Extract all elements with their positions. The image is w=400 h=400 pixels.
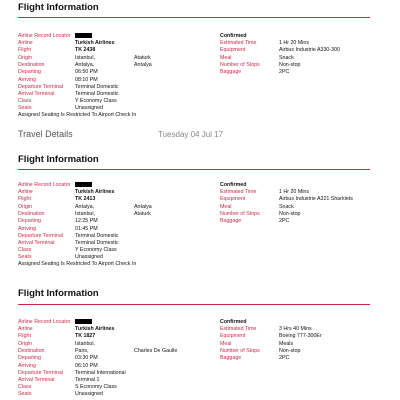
flight-section-3 xyxy=(18,288,370,400)
arriving-time: 01:45 PM xyxy=(75,226,98,232)
departing-label: Departing xyxy=(18,355,41,361)
origin-airport: Antalya xyxy=(134,204,152,210)
class-row xyxy=(18,247,370,254)
destination-row xyxy=(18,211,370,218)
stops-label: Number of Stops xyxy=(220,211,260,217)
origin-row xyxy=(18,55,370,62)
departure-terminal-value: Terminal International xyxy=(75,370,126,376)
arriving-time: 06:10 PM xyxy=(75,363,98,369)
departing-time: 12:25 PM xyxy=(75,218,98,224)
class-label: Class xyxy=(18,384,32,390)
stops-value: Non-stop xyxy=(279,62,301,68)
travel-details-title: Travel Details xyxy=(18,129,73,139)
departing-label: Departing xyxy=(18,69,41,75)
equipment-value: Airbus Industrie A321 Sharklets xyxy=(279,196,353,202)
arrival-terminal-row xyxy=(18,91,370,98)
arrival-terminal-label: Arrival Terminal xyxy=(18,91,55,97)
equipment-value: Airbus Industrie A330-300 xyxy=(279,47,340,53)
departure-terminal-label: Departure Terminal xyxy=(18,370,63,376)
seats-label: Seats xyxy=(18,105,32,111)
arrival-terminal-label: Arrival Terminal xyxy=(18,377,55,383)
airline-value: Turkish Airlines xyxy=(75,40,115,46)
origin-row xyxy=(18,341,370,348)
arrival-terminal-value: Terminal Domestic xyxy=(75,240,119,246)
seats-label: Seats xyxy=(18,391,32,397)
section-heading: Flight Information xyxy=(18,2,99,13)
record-locator-label: Airline Record Locator xyxy=(18,33,71,39)
airline-value: Turkish Airlines xyxy=(75,326,115,332)
arrival-terminal-label: Arrival Terminal xyxy=(18,240,55,246)
class-value: Y Economy Class xyxy=(75,98,117,104)
destination-label: Destination xyxy=(18,348,45,354)
baggage-value: 2PC xyxy=(279,355,290,361)
estimated-time-label: Estimated Time xyxy=(220,40,257,46)
meal-value: Snack xyxy=(279,204,294,210)
flight-label: Flight xyxy=(18,333,31,339)
departing-row xyxy=(18,355,370,362)
origin-label: Origin xyxy=(18,55,33,61)
class-label: Class xyxy=(18,247,32,253)
destination-city: Paris, xyxy=(75,348,89,354)
status-confirmed: Confirmed xyxy=(220,33,247,39)
departing-time: 03:30 PM xyxy=(75,355,98,361)
estimated-time-label: Estimated Time xyxy=(220,326,257,332)
section-heading: Flight Information xyxy=(18,154,99,165)
arriving-label: Arriving xyxy=(18,226,36,232)
seats-row xyxy=(18,105,370,112)
estimated-time-value: 1 Hr 20 Mins xyxy=(279,40,310,46)
origin-city: Antalya, xyxy=(75,204,95,210)
section-divider xyxy=(18,304,370,305)
seating-note: Assigned Seating Is Restricted To Airport Check In xyxy=(18,261,137,267)
destination-label: Destination xyxy=(18,62,45,68)
airline-value: Turkish Airlines xyxy=(75,189,115,195)
destination-row xyxy=(18,62,370,69)
destination-airport: Ataturk xyxy=(134,211,151,217)
airline-label: Airline xyxy=(18,40,33,46)
flight-section-2 xyxy=(18,154,370,270)
flight-row xyxy=(18,333,370,340)
destination-row xyxy=(18,348,370,355)
origin-airport: Ataturk xyxy=(134,55,151,61)
meal-value: Meals xyxy=(279,341,294,347)
class-value: Y Economy Class xyxy=(75,247,117,253)
airline-row xyxy=(18,326,370,333)
airline-row xyxy=(18,40,370,47)
departure-terminal-row xyxy=(18,84,370,91)
departure-terminal-row xyxy=(18,370,370,377)
record-locator-row xyxy=(18,33,370,40)
redacted-record-locator xyxy=(75,33,92,38)
stops-label: Number of Stops xyxy=(220,348,260,354)
stops-value: Non-stop xyxy=(279,348,301,354)
flight-number: TK 2413 xyxy=(75,196,96,202)
departing-row xyxy=(18,69,370,76)
baggage-label: Baggage xyxy=(220,355,242,361)
airline-label: Airline xyxy=(18,326,33,332)
flight-row xyxy=(18,47,370,54)
class-row xyxy=(18,98,370,105)
departing-time: 06:50 PM xyxy=(75,69,98,75)
destination-city: Istanbul, xyxy=(75,211,96,217)
arrival-terminal-value: Terminal Domestic xyxy=(75,91,119,97)
class-row xyxy=(18,384,370,391)
estimated-time-value: 3 Hrs 40 Mins xyxy=(279,326,312,332)
destination-label: Destination xyxy=(18,211,45,217)
destination-airport: Charles De Gaulle xyxy=(134,348,178,354)
seats-label: Seats xyxy=(18,254,32,260)
travel-details-date: Tuesday 04 Jul 17 xyxy=(158,130,224,139)
departure-terminal-value: Terminal Domestic xyxy=(75,233,119,239)
class-value: S Economy Class xyxy=(75,384,117,390)
origin-row xyxy=(18,204,370,211)
equipment-value: Boeing 777-300Er xyxy=(279,333,322,339)
flight-number: TK 1827 xyxy=(75,333,96,339)
baggage-value: 2PC xyxy=(279,218,290,224)
seats-value: Unassigned xyxy=(75,105,103,111)
arriving-label: Arriving xyxy=(18,77,36,83)
seating-note: Assigned Seating Is Restricted To Airport Check In xyxy=(18,112,137,118)
departing-label: Departing xyxy=(18,218,41,224)
meal-label: Meal xyxy=(220,204,232,210)
flight-label: Flight xyxy=(18,47,31,53)
departure-terminal-row xyxy=(18,233,370,240)
equipment-label: Equipment xyxy=(220,333,246,339)
meal-value: Snack xyxy=(279,55,294,61)
section-divider xyxy=(18,169,370,170)
origin-label: Origin xyxy=(18,204,33,210)
destination-airport: Antalya xyxy=(134,62,152,68)
arrival-terminal-row xyxy=(18,240,370,247)
airline-row xyxy=(18,189,370,196)
arriving-row xyxy=(18,363,370,370)
seats-row xyxy=(18,391,370,398)
arriving-row xyxy=(18,226,370,233)
seats-value: Unassigned xyxy=(75,391,103,397)
airline-label: Airline xyxy=(18,189,33,195)
baggage-value: 2PC xyxy=(279,69,290,75)
arrival-terminal-row xyxy=(18,377,370,384)
class-label: Class xyxy=(18,98,32,104)
origin-city: Istanbul, xyxy=(75,341,96,347)
arriving-row xyxy=(18,77,370,84)
estimated-time-value: 1 Hr 20 Mins xyxy=(279,189,310,195)
arriving-label: Arriving xyxy=(18,363,36,369)
departure-terminal-label: Departure Terminal xyxy=(18,233,63,239)
record-locator-row xyxy=(18,319,370,326)
status-confirmed: Confirmed xyxy=(220,182,247,188)
record-locator-label: Airline Record Locator xyxy=(18,319,71,325)
redacted-record-locator xyxy=(75,319,92,324)
section-divider xyxy=(18,17,370,18)
record-locator-label: Airline Record Locator xyxy=(18,182,71,188)
equipment-label: Equipment xyxy=(220,47,246,53)
baggage-label: Baggage xyxy=(220,218,242,224)
flight-section-1 xyxy=(18,2,370,120)
arrival-terminal-value: Terminal 1 xyxy=(75,377,100,383)
status-confirmed: Confirmed xyxy=(220,319,247,325)
stops-value: Non-stop xyxy=(279,211,301,217)
origin-label: Origin xyxy=(18,341,33,347)
flight-number: TK 2438 xyxy=(75,47,96,53)
meal-label: Meal xyxy=(220,341,232,347)
origin-city: Istanbul, xyxy=(75,55,96,61)
estimated-time-label: Estimated Time xyxy=(220,189,257,195)
record-locator-row xyxy=(18,182,370,189)
departure-terminal-label: Departure Terminal xyxy=(18,84,63,90)
baggage-label: Baggage xyxy=(220,69,242,75)
seats-row xyxy=(18,254,370,261)
arriving-time: 08:10 PM xyxy=(75,77,98,83)
departing-row xyxy=(18,218,370,225)
meal-label: Meal xyxy=(220,55,232,61)
stops-label: Number of Stops xyxy=(220,62,260,68)
flight-row xyxy=(18,196,370,203)
departure-terminal-value: Terminal Domestic xyxy=(75,84,119,90)
section-heading: Flight Information xyxy=(18,288,99,299)
destination-city: Antalya, xyxy=(75,62,95,68)
redacted-record-locator xyxy=(75,182,92,187)
seats-value: Unassigned xyxy=(75,254,103,260)
flight-label: Flight xyxy=(18,196,31,202)
equipment-label: Equipment xyxy=(220,196,246,202)
